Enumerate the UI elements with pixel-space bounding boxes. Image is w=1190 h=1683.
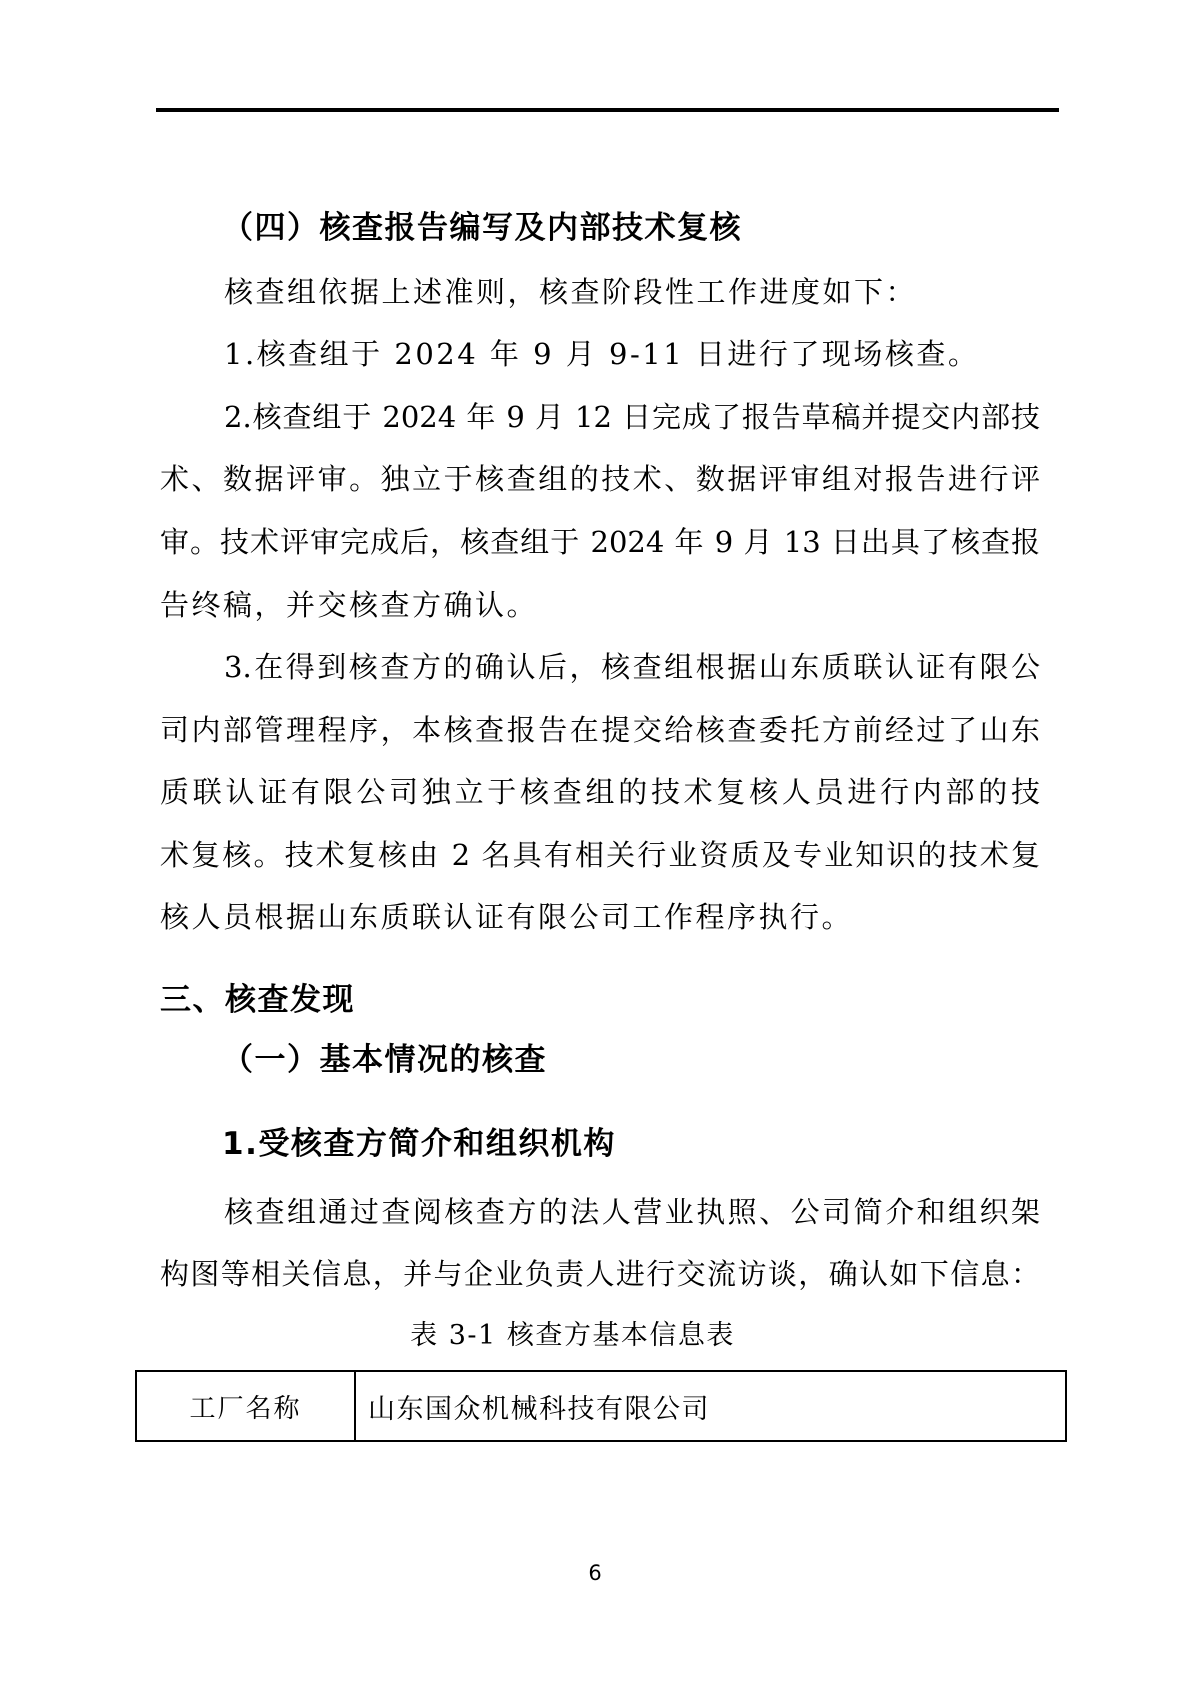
page-number: 6 — [588, 1561, 602, 1585]
table-row — [136, 1371, 1066, 1441]
heading-section-four: （四）核查报告编写及内部技术复核 — [222, 210, 742, 246]
para1-line3: 2.核查组于 2024 年 9 月 12 日完成了报告草稿并提交内部技 — [224, 400, 1040, 434]
para1-line4: 术、数据评审。独立于核查组的技术、数据评审组对报告进行评 — [160, 462, 1040, 496]
para1-line6: 告终稿，并交核查方确认。 — [160, 588, 539, 622]
heading-subsection-one: （一）基本情况的核查 — [222, 1042, 547, 1078]
header-rule — [156, 108, 1059, 112]
table-cell-factory-name-label: 工厂名称 — [136, 1371, 355, 1441]
para1-line7: 3.在得到核查方的确认后，核查组根据山东质联认证有限公 — [224, 650, 1040, 684]
para1-line10: 术复核。技术复核由 2 名具有相关行业资质及专业知识的技术复 — [160, 838, 1040, 872]
basic-info-table — [135, 1370, 1067, 1442]
para1-line5: 审。技术评审完成后，核查组于 2024 年 9 月 13 日出具了核查报 — [160, 525, 1040, 559]
para1-line2: 1.核查组于 2024 年 9 月 9-11 日进行了现场核查。 — [224, 337, 980, 371]
heading-point-one: 1.受核查方简介和组织机构 — [222, 1126, 616, 1162]
para1-line9: 质联认证有限公司独立于核查组的技术复核人员进行内部的技 — [160, 775, 1040, 809]
heading-section-three: 三、核查发现 — [160, 982, 355, 1018]
para2-line2: 构图等相关信息，并与企业负责人进行交流访谈，确认如下信息： — [160, 1257, 1040, 1291]
para2-line1: 核查组通过查阅核查方的法人营业执照、公司简介和组织架 — [224, 1195, 1040, 1229]
para1-line11: 核人员根据山东质联认证有限公司工作程序执行。 — [160, 900, 854, 934]
table-cell-factory-name-value: 山东国众机械科技有限公司 — [355, 1371, 1066, 1441]
para1-line8: 司内部管理程序，本核查报告在提交给核查委托方前经过了山东 — [160, 713, 1040, 747]
table-caption: 表 3-1 核查方基本信息表 — [410, 1320, 735, 1351]
para1-line1: 核查组依据上述准则，核查阶段性工作进度如下： — [224, 275, 918, 309]
